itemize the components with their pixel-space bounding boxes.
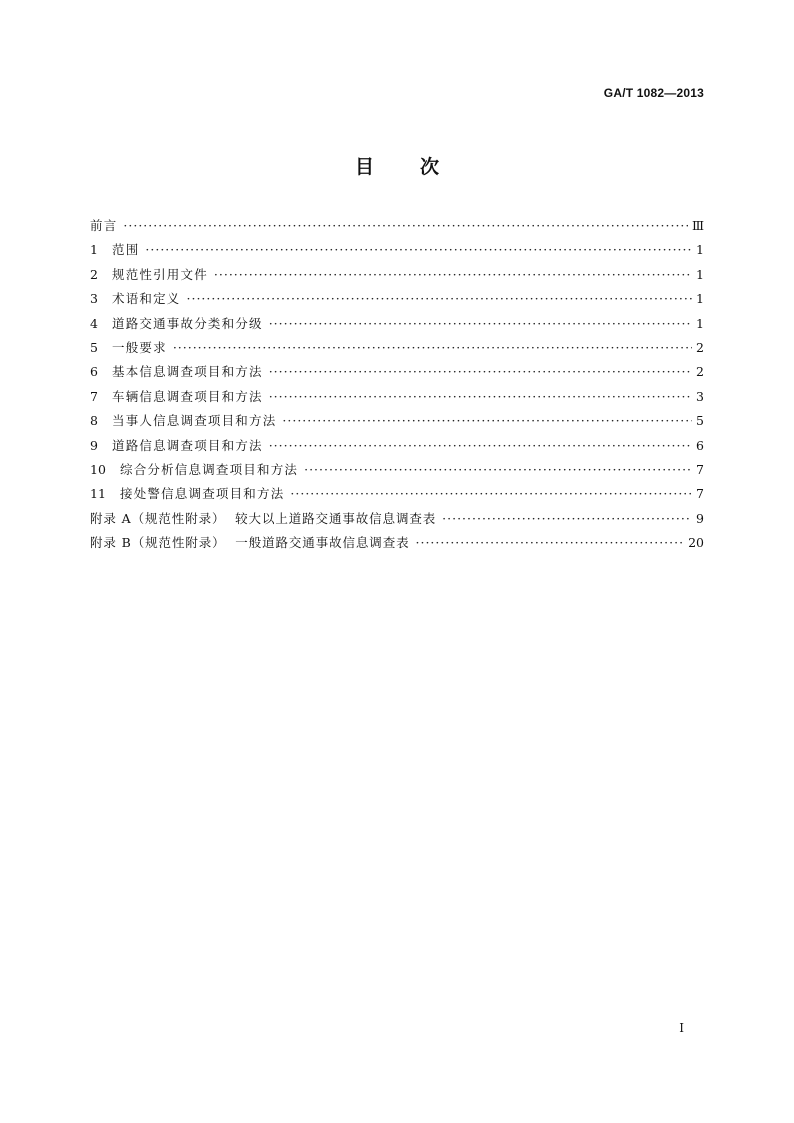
toc-entry-6[interactable] (90, 362, 704, 386)
toc-entry-label: 基本信息调查项目和方法 (112, 364, 263, 380)
toc-entry-label: 前言 (90, 218, 118, 233)
toc-entry-number: 5 (90, 339, 98, 355)
toc-entry-label: 附录 A（规范性附录） 较大以上道路交通事故信息调查表 (90, 510, 437, 526)
toc-entry-number: 2 (90, 266, 98, 282)
toc-entry-1[interactable] (90, 240, 704, 264)
toc-entry-page: 6 (696, 437, 704, 453)
toc-entry-page: 9 (696, 510, 704, 526)
toc-entry-label: 一般要求 (112, 339, 167, 355)
toc-entry-page: 2 (696, 364, 704, 380)
toc-entry-number: 7 (90, 388, 98, 404)
toc-entry-label: 术语和定义 (112, 291, 181, 307)
table-of-contents (90, 216, 704, 557)
toc-entry-page: 7 (696, 461, 704, 477)
toc-entry-page: 1 (696, 266, 704, 282)
toc-entry-page: 7 (696, 486, 704, 502)
toc-leader-dots (269, 364, 692, 379)
page-title: 目次 (354, 156, 485, 178)
toc-entry-page: 5 (696, 413, 704, 429)
toc-entry-8[interactable] (90, 411, 704, 435)
toc-entry-appendix-a[interactable] (90, 509, 704, 533)
toc-leader-dots (290, 486, 692, 501)
page-number: I (679, 1021, 684, 1035)
toc-entry-5[interactable] (90, 338, 704, 362)
toc-leader-dots (416, 535, 685, 550)
toc-entry-label: 综合分析信息调查项目和方法 (120, 461, 299, 477)
toc-entry-number: 11 (90, 486, 106, 502)
toc-entry-number: 8 (90, 413, 98, 429)
toc-leader-dots (187, 291, 692, 306)
toc-entry-label: 道路交通事故分类和分级 (112, 315, 263, 331)
toc-leader-dots (269, 438, 692, 453)
document-code: GA/T 1082—2013 (603, 86, 704, 100)
toc-entry-label: 车辆信息调查项目和方法 (112, 388, 263, 404)
toc-leader-dots (123, 218, 688, 233)
toc-entry-3[interactable] (90, 289, 704, 313)
toc-entry-page: 20 (688, 535, 704, 551)
toc-entry-label: 规范性引用文件 (112, 266, 208, 282)
toc-entry-page: 3 (696, 388, 704, 404)
toc-leader-dots (304, 462, 692, 477)
toc-entry-label: 当事人信息调查项目和方法 (112, 413, 277, 429)
toc-entry-number: 3 (90, 291, 98, 307)
toc-entry-4[interactable] (90, 314, 704, 338)
toc-entry-label: 附录 B（规范性附录） 一般道路交通事故信息调查表 (90, 535, 410, 551)
toc-entry-7[interactable] (90, 387, 704, 411)
toc-entry-label: 道路信息调查项目和方法 (112, 437, 263, 453)
toc-entry-number: 10 (90, 461, 106, 477)
toc-entry-number: 4 (90, 315, 98, 331)
toc-leader-dots (145, 242, 692, 257)
toc-entry-number: 1 (90, 242, 98, 258)
toc-leader-dots (442, 511, 692, 526)
toc-entry-page: 1 (696, 315, 704, 331)
toc-leader-dots (269, 316, 692, 331)
toc-entry-2[interactable] (90, 265, 704, 289)
toc-entry-10[interactable] (90, 460, 704, 484)
toc-entry-page: Ⅲ (691, 218, 704, 233)
toc-entry-label: 接处警信息调查项目和方法 (120, 486, 285, 502)
toc-entry-page: 2 (696, 339, 704, 355)
toc-entry-foreword[interactable] (90, 216, 704, 240)
toc-entry-label: 范围 (112, 242, 140, 258)
toc-leader-dots (269, 389, 692, 404)
toc-entry-page: 1 (696, 291, 704, 307)
toc-entry-number: 6 (90, 364, 98, 380)
toc-entry-9[interactable] (90, 436, 704, 460)
toc-entry-number: 9 (90, 437, 98, 453)
toc-entry-appendix-b[interactable] (90, 533, 704, 557)
toc-leader-dots (214, 267, 692, 282)
toc-entry-page: 1 (696, 242, 704, 258)
toc-leader-dots (173, 340, 692, 355)
toc-entry-11[interactable] (90, 484, 704, 508)
toc-leader-dots (282, 413, 692, 428)
